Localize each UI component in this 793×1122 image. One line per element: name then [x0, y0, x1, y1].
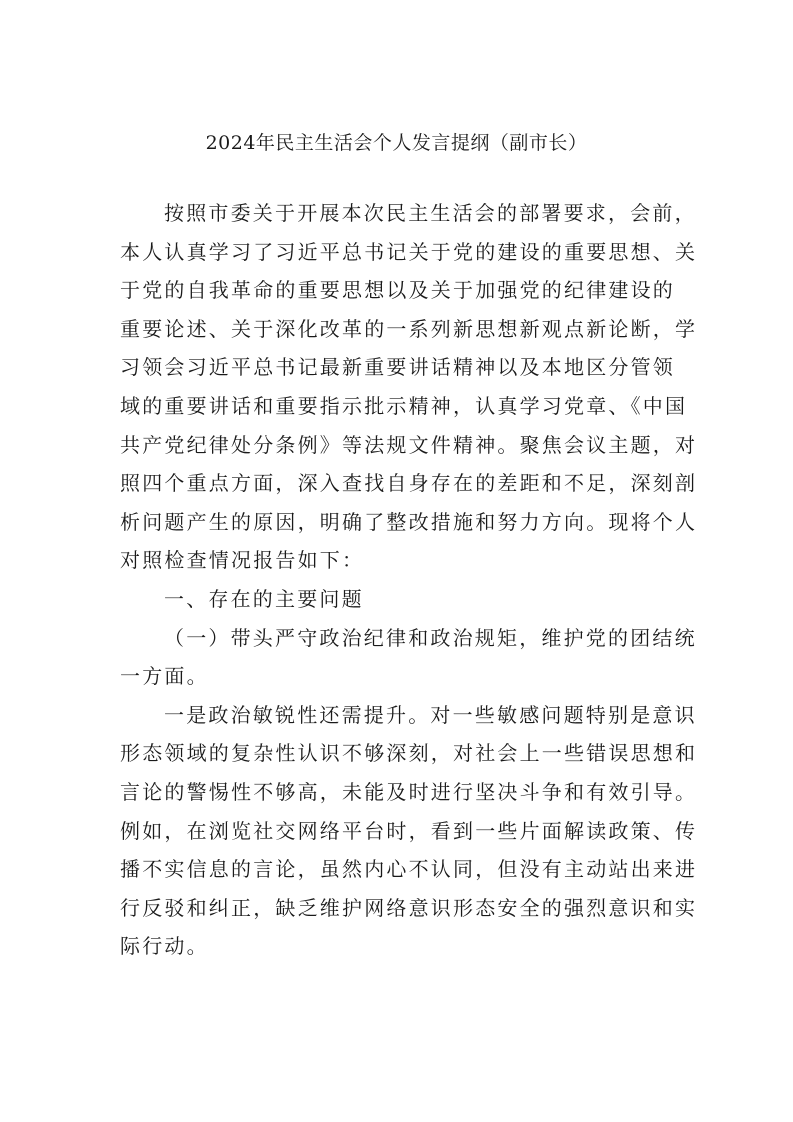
paragraph-line: 行反驳和纠正，缺乏维护网络意识形态安全的强烈意识和实: [120, 895, 698, 920]
paragraph-line: 对照检查情况报告如下：: [120, 548, 365, 573]
document-title: 2024年民主生活会个人发言提纲（副市长）: [205, 132, 588, 154]
paragraph-line: 域的重要讲话和重要指示批示精神，认真学习党章、《中国: [120, 393, 688, 418]
paragraph-line: 播不实信息的言论，虽然内心不认同，但没有主动站出来进: [120, 857, 698, 882]
document-body: [120, 194, 698, 966]
subsection-heading: （一）带头严守政治纪律和政治规矩，维护党的团结统: [164, 625, 697, 650]
paragraph-line: 一是政治敏锐性还需提升。对一些敏感问题特别是意识: [164, 702, 697, 727]
paragraph-line: 形态领域的复杂性认识不够深刻，对社会上一些错误思想和: [120, 741, 698, 766]
paragraph-line: 本人认真学习了习近平总书记关于党的建设的重要思想、关: [120, 239, 698, 264]
subsection-heading-line: 一方面。: [120, 664, 209, 689]
section-heading: 一、存在的主要问题: [164, 586, 364, 611]
paragraph-line: 共产党纪律处分条例》等法规文件精神。聚焦会议主题，对: [120, 432, 698, 457]
paragraph-line: 析问题产生的原因，明确了整改措施和努力方向。现将个人: [120, 509, 698, 534]
paragraph-line: 按照市委关于开展本次民主生活会的部署要求，会前，: [164, 201, 697, 225]
paragraph-line: 照四个重点方面，深入查找自身存在的差距和不足，深刻剖: [120, 471, 698, 496]
paragraph-line: 际行动。: [120, 934, 209, 959]
paragraph-line: 习领会习近平总书记最新重要讲话精神以及本地区分管领: [120, 355, 675, 380]
paragraph-line: 言论的警惕性不够高，未能及时进行坚决斗争和有效引导。: [120, 779, 698, 804]
paragraph-line: 于党的自我革命的重要思想以及关于加强党的纪律建设的: [120, 278, 675, 303]
paragraph-line: 重要论述、关于深化改革的一系列新思想新观点新论断，学: [120, 316, 698, 341]
paragraph-line: 例如，在浏览社交网络平台时，看到一些片面解读政策、传: [120, 818, 698, 843]
